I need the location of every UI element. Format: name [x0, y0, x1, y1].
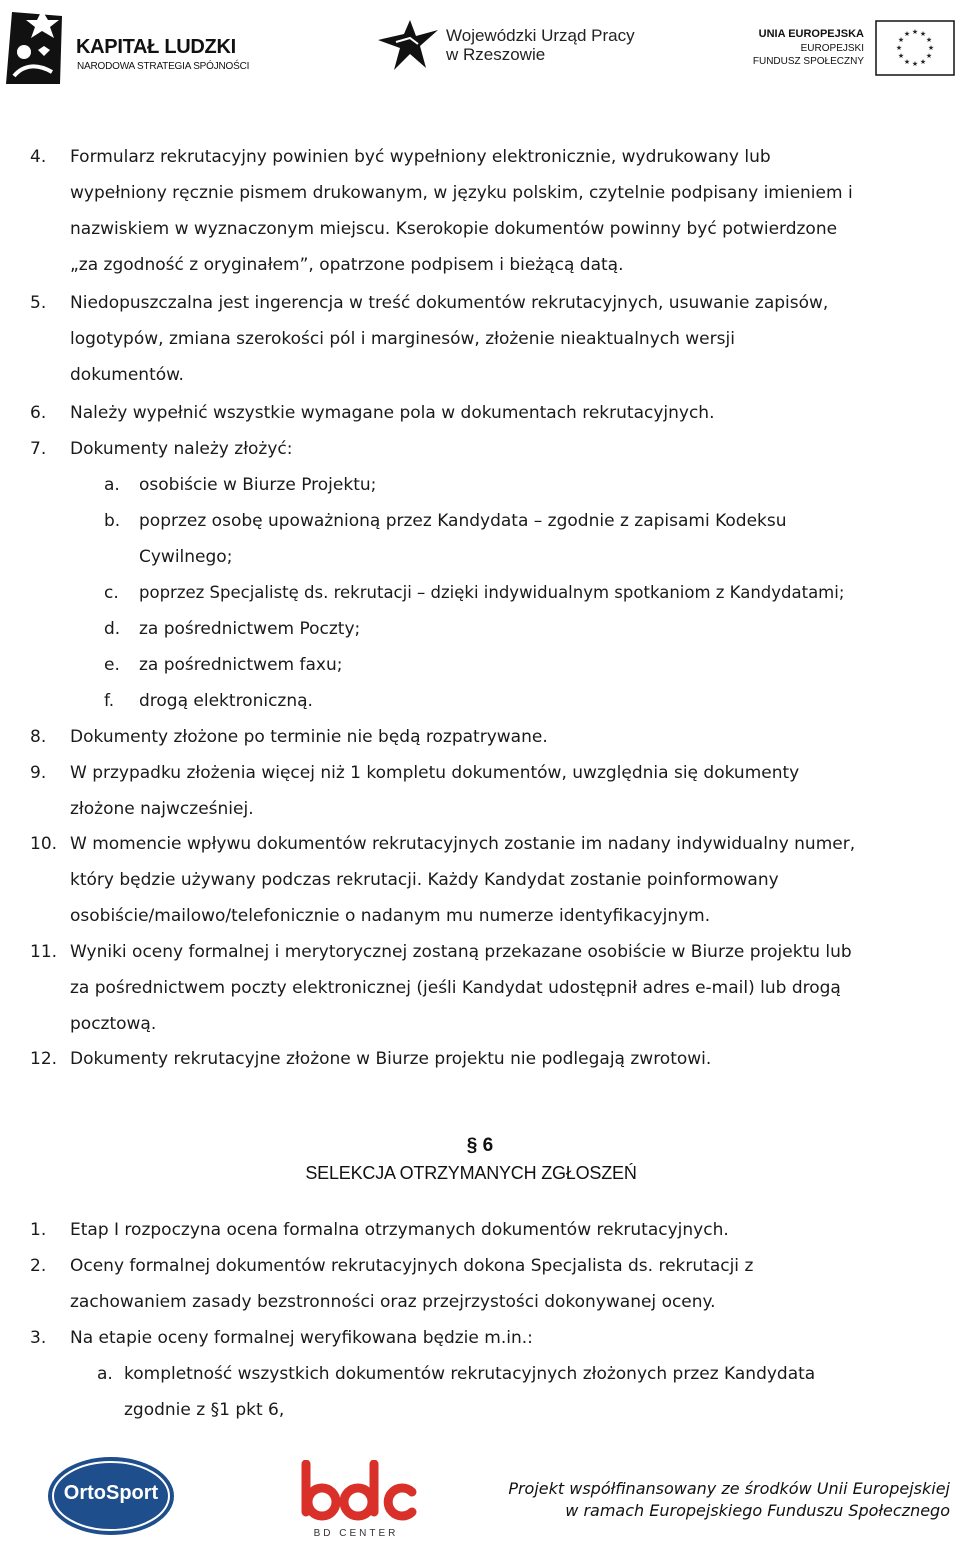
cofinancing-note [508, 1478, 950, 1522]
sub-item-f [104, 683, 940, 719]
eu-logo [752, 18, 956, 78]
svg-text:★: ★ [911, 28, 919, 36]
section-title: SELEKCJA OTRZYMANYCH ZGŁOSZEŃ [305, 1163, 637, 1183]
item-line: Niedopuszczalna jest ingerencja w treść dokumentów rekrutacyjnych, usuwanie zapisów, [70, 293, 829, 313]
item-line: pocztową. [70, 1014, 157, 1034]
list-item-6 [30, 395, 910, 431]
svg-text:★: ★ [911, 60, 919, 68]
sub-item-letter: a. [104, 475, 120, 495]
svg-text:★: ★ [927, 44, 935, 52]
section-number: § 6 [466, 1135, 494, 1156]
kapital-ludzki-subtitle: NARODOWA STRATEGIA SPÓJNOŚCI [77, 61, 250, 72]
list-item-5 [30, 285, 910, 393]
ortosport-logo [46, 1455, 176, 1537]
item-number: 12. [30, 1049, 58, 1069]
sub-item-e [104, 647, 940, 683]
item-number: 6. [30, 403, 47, 423]
item-line: Na etapie oceny formalnej weryfikowana będzie m.in.: [70, 1328, 533, 1348]
item-text [70, 285, 910, 393]
item-line: wypełniony ręcznie pismem drukowanym, w języku polskim, czytelnie podpisany imieniem i [70, 183, 853, 203]
item-number: 2. [30, 1256, 47, 1276]
svg-text:★: ★ [925, 36, 933, 44]
sub-item-letter: c. [104, 583, 119, 603]
item-text [70, 139, 910, 283]
eu-line3: FUNDUSZ SPOŁECZNY [752, 56, 864, 67]
list-item-7 [30, 431, 910, 467]
sub-item-c [104, 575, 940, 611]
item-number: 8. [30, 727, 47, 747]
item-number: 5. [30, 293, 47, 313]
item-line: osobiście w Biurze Projektu; [139, 475, 377, 495]
list-item-10 [30, 826, 910, 934]
svg-text:★: ★ [897, 36, 905, 44]
cofinancing-line1: Projekt współfinansowany ze środków Unii Europejskiej [508, 1479, 950, 1498]
item-text [70, 826, 910, 934]
item-line: poprzez osobę upoważnioną przez Kandydata – zgodnie z zapisami Kodeksu [139, 511, 787, 531]
kapital-ludzki-title: KAPITAŁ LUDZKI [76, 36, 236, 58]
svg-text:★: ★ [903, 58, 911, 66]
ortosport-text: OrtoSport [63, 1482, 159, 1504]
item-line: kompletność wszystkich dokumentów rekrutacyjnych złożonych przez Kandydata [124, 1364, 816, 1384]
bdc-logo [296, 1460, 420, 1544]
item-line: złożone najwcześniej. [70, 799, 254, 819]
bdc-letters-icon [296, 1460, 420, 1526]
sub-item-letter: b. [104, 511, 121, 531]
svg-text:★: ★ [895, 44, 903, 52]
svg-text:★: ★ [903, 30, 911, 38]
item-line: zachowaniem zasady bezstronności oraz przejrzystości dokonywanej oceny. [70, 1292, 716, 1312]
svg-text:★: ★ [919, 30, 927, 38]
wup-name-line2: w Rzeszowie [446, 45, 546, 64]
sub-item-letter: e. [104, 655, 120, 675]
item-line: zgodnie z §1 pkt 6, [124, 1400, 285, 1420]
kapital-ludzki-logo [4, 6, 254, 86]
kapital-ludzki-emblem-icon [4, 6, 64, 86]
item-number: 4. [30, 147, 47, 167]
wup-bird-icon [376, 16, 440, 74]
item-line: W przypadku złożenia więcej niż 1 kompletu dokumentów, uwzględnia się dokumenty [70, 763, 800, 783]
item-line: Dokumenty należy złożyć: [70, 439, 293, 459]
item-text [70, 1248, 914, 1320]
item-line: logotypów, zmiana szerokości pól i marginesów, złożenie nieaktualnych wersji [70, 329, 735, 349]
bdc-subtitle: BD CENTER [313, 1528, 399, 1539]
item-line: Dokumenty rekrutacyjne złożone w Biurze projektu nie podlegają zwrotowi. [70, 1049, 712, 1069]
section6-item-2 [30, 1248, 914, 1320]
list-item-4 [30, 139, 910, 283]
cofinancing-line2: w ramach Europejskiego Funduszu Społecznego [565, 1501, 950, 1520]
item-line: Oceny formalnej dokumentów rekrutacyjnych dokona Specjalista ds. rekrutacji z [70, 1256, 754, 1276]
item-line: Wyniki oceny formalnej i merytorycznej zostaną przekazane osobiście w Biurze projektu lub [70, 942, 852, 962]
item-line: za pośrednictwem faxu; [139, 655, 343, 675]
item-line: Należy wypełnić wszystkie wymagane pola w dokumentach rekrutacyjnych. [70, 403, 715, 423]
wup-name-line1: Wojewódzki Urząd Pracy [446, 26, 635, 45]
section6-item-3 [30, 1320, 910, 1356]
item-line: który będzie używany podczas rekrutacji. Każdy Kandydat zostanie poinformowany [70, 870, 779, 890]
sub-item-letter: a. [97, 1364, 113, 1384]
item-line: Etap I rozpoczyna ocena formalna otrzymanych dokumentów rekrutacyjnych. [70, 1220, 729, 1240]
item-line: osobiście/mailowo/telefonicznie o nadanym mu numerze identyfikacyjnym. [70, 906, 711, 926]
item-line: Cywilnego; [139, 547, 233, 567]
section6-item-1 [30, 1212, 910, 1248]
sub-item-b [104, 503, 940, 575]
item-text [139, 503, 940, 575]
sub-item-letter: d. [104, 619, 121, 639]
section6-sub-item-a [97, 1356, 912, 1428]
item-line: „za zgodność z oryginałem”, opatrzone podpisem i bieżącą datą. [70, 255, 624, 275]
item-line: dokumentów. [70, 365, 184, 385]
eu-title: UNIA EUROPEJSKA [758, 28, 864, 40]
svg-text:★: ★ [925, 52, 933, 60]
item-line: poprzez Specjalistę ds. rekrutacji – dzięki indywidualnym spotkaniom z Kandydatami; [139, 583, 845, 602]
list-item-12 [30, 1041, 910, 1077]
item-text [70, 755, 910, 827]
item-line: Formularz rekrutacyjny powinien być wypełniony elektronicznie, wydrukowany lub [70, 147, 771, 167]
item-line: Dokumenty złożone po terminie nie będą rozpatrywane. [70, 727, 548, 747]
list-item-9 [30, 755, 910, 827]
item-line: za pośrednictwem Poczty; [139, 619, 361, 639]
item-line: za pośrednictwem poczty elektronicznej (jeśli Kandydat udostępnił adres e-mail) lub drogą [70, 978, 841, 998]
item-line: W momencie wpływu dokumentów rekrutacyjnych zostanie im nadany indywidualny numer, [70, 834, 856, 854]
item-number: 11. [30, 942, 58, 962]
item-number: 1. [30, 1220, 47, 1240]
svg-text:★: ★ [919, 58, 927, 66]
item-text [70, 934, 910, 1042]
eu-flag-icon [875, 20, 955, 76]
item-line: drogą elektroniczną. [139, 691, 313, 711]
page-header [0, 0, 960, 90]
item-line: nazwiskiem w wyznaczonym miejscu. Kserokopie dokumentów powinny być potwierdzone [70, 219, 838, 239]
item-text [124, 1356, 912, 1428]
svg-text:★: ★ [897, 52, 905, 60]
list-item-8 [30, 719, 910, 755]
item-number: 10. [30, 834, 58, 854]
sub-item-d [104, 611, 940, 647]
list-item-11 [30, 934, 910, 1042]
item-number: 9. [30, 763, 47, 783]
sub-item-a [104, 467, 940, 503]
wup-logo [376, 16, 656, 76]
item-number: 7. [30, 439, 47, 459]
item-number: 3. [30, 1328, 47, 1348]
sub-item-letter: f. [104, 691, 115, 711]
eu-line2: EUROPEJSKI [800, 43, 864, 54]
